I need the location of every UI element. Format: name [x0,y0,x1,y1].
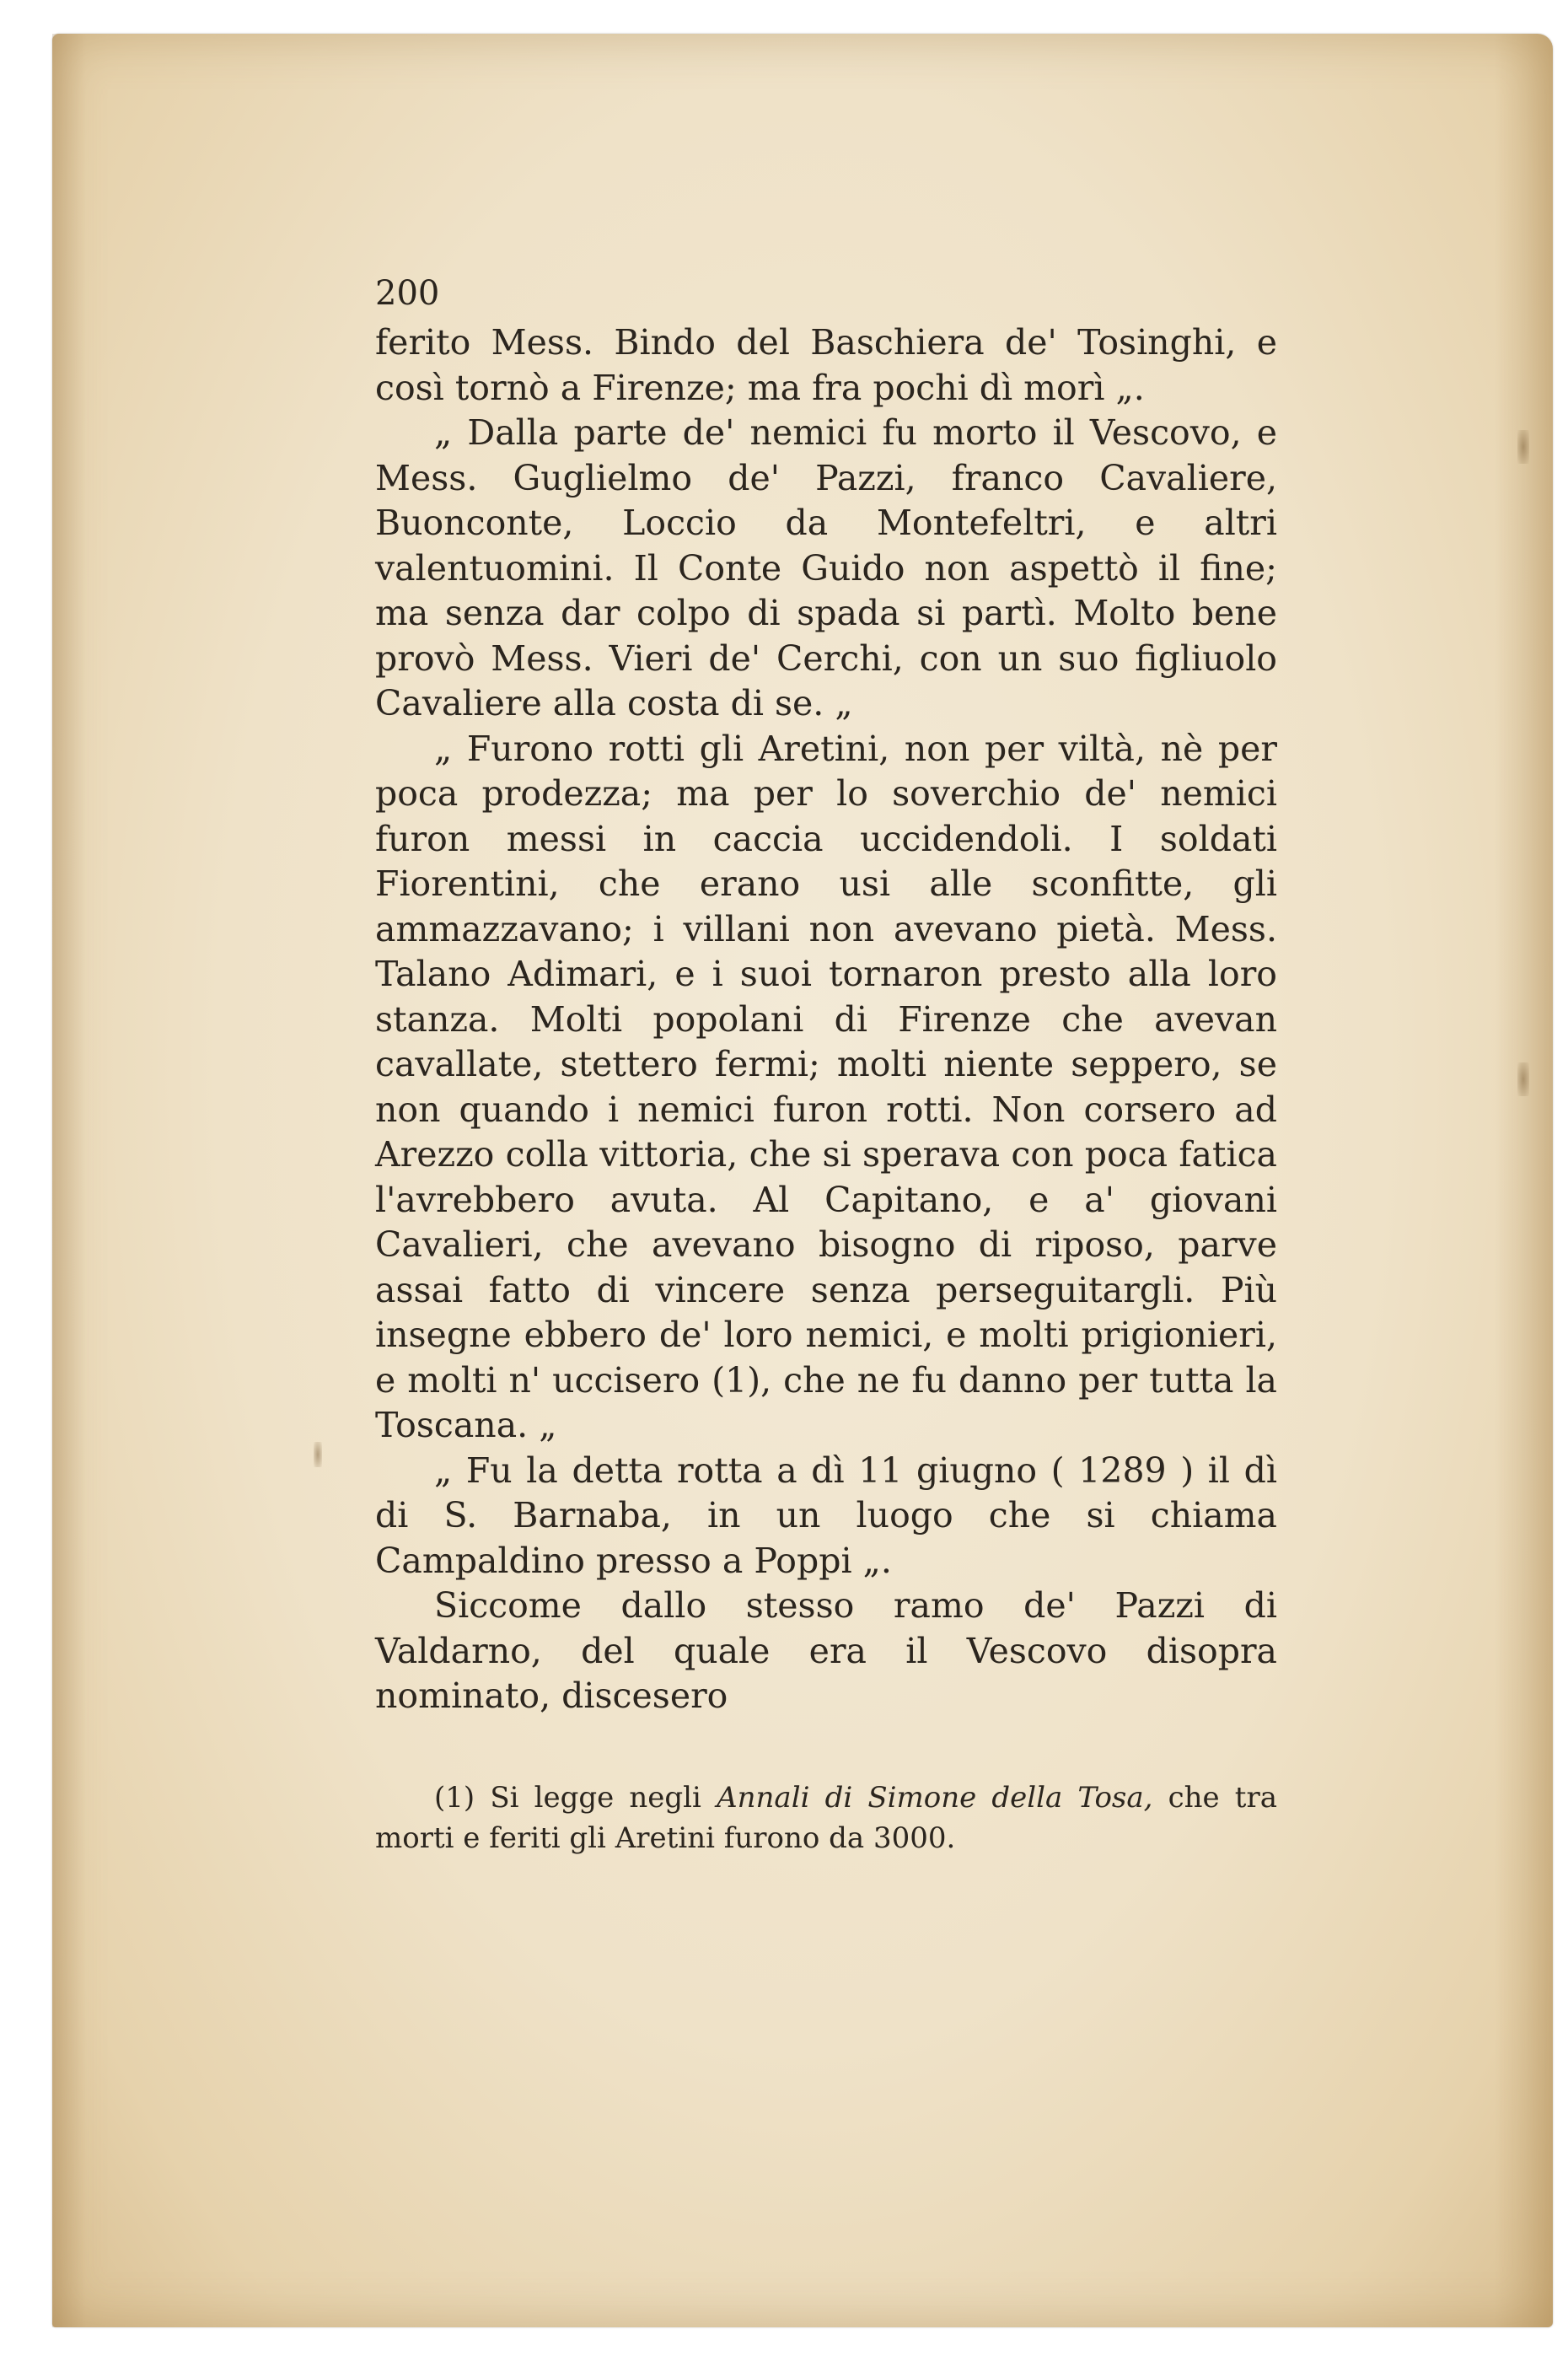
footnote-marker: (1) [434,1781,475,1815]
paragraph: „ Fu la detta rotta a dì 11 giugno ( 1289 ) il dì di S. Barnaba, in un luogo che si chiama Campaldino presso a Poppi „. [375,1449,1277,1581]
foxing-mark [314,1442,322,1467]
paragraph: Siccome dallo stesso ramo de' Pazzi di Valdarno, del quale era il Vescovo disopra nominato, discesero [375,1585,1277,1716]
footnote-text: Si legge negli [490,1781,701,1815]
paragraph: ferito Mess. Bindo del Baschiera de' Tosinghi, e così tornò a Firenze; ma fra pochi dì morì „. [375,322,1277,408]
footnote-text: che tra morti e feriti gli Aretini furono da 3000. [375,1781,1277,1855]
footnote [375,1777,1277,1858]
page-number: 200 [375,274,440,313]
body-text [375,320,1277,1719]
foxing-mark [1517,430,1529,464]
sheet-right-edge-shadow [1494,34,1553,2327]
footnote-italic-title: Annali di Simone della Tosa, [717,1781,1153,1815]
paragraph: „ Furono rotti gli Aretini, non per viltà, nè per poca prodezza; ma per lo soverchio de' nemici furon messi in caccia uccidendoli. I soldati Fiorentini, che erano usi alle sconfitte, gli ammazzavano; i villani non avevano pietà. Mess. Talano Adimari, e i suoi tornaron presto alla loro stanza. Molti popolani di Firenze che avevan cavallate, stettero fermi; molti niente seppero, se non quando i nemici furon rotti. Non corsero ad Arezzo colla vittoria, che si sperava con poca fatica l'avrebbero avuta. Al Capitano, e a' giovani Cavalieri, che avevano bisogno di riposo, parve assai fatto di vincere senza perseguitargli. Più insegne ebbero de' loro nemici, e molti prigionieri, e molti n' uccisero (1), che ne fu danno per tutta la Toscana. „ [375,728,1277,1445]
paragraph: „ Dalla parte de' nemici fu morto il Vescovo, e Mess. Guglielmo de' Pazzi, franco Cavaliere, Buonconte, Loccio da Montefeltri, e altri valentuomini. Il Conte Guido non aspettò il fine; ma senza dar colpo di spada si partì. Molto bene provò Mess. Vieri de' Cerchi, con un suo figliuolo Cavaliere alla costa di se. „ [375,412,1277,723]
foxing-mark [1517,1062,1529,1096]
sheet-left-edge-shadow [52,34,86,2327]
